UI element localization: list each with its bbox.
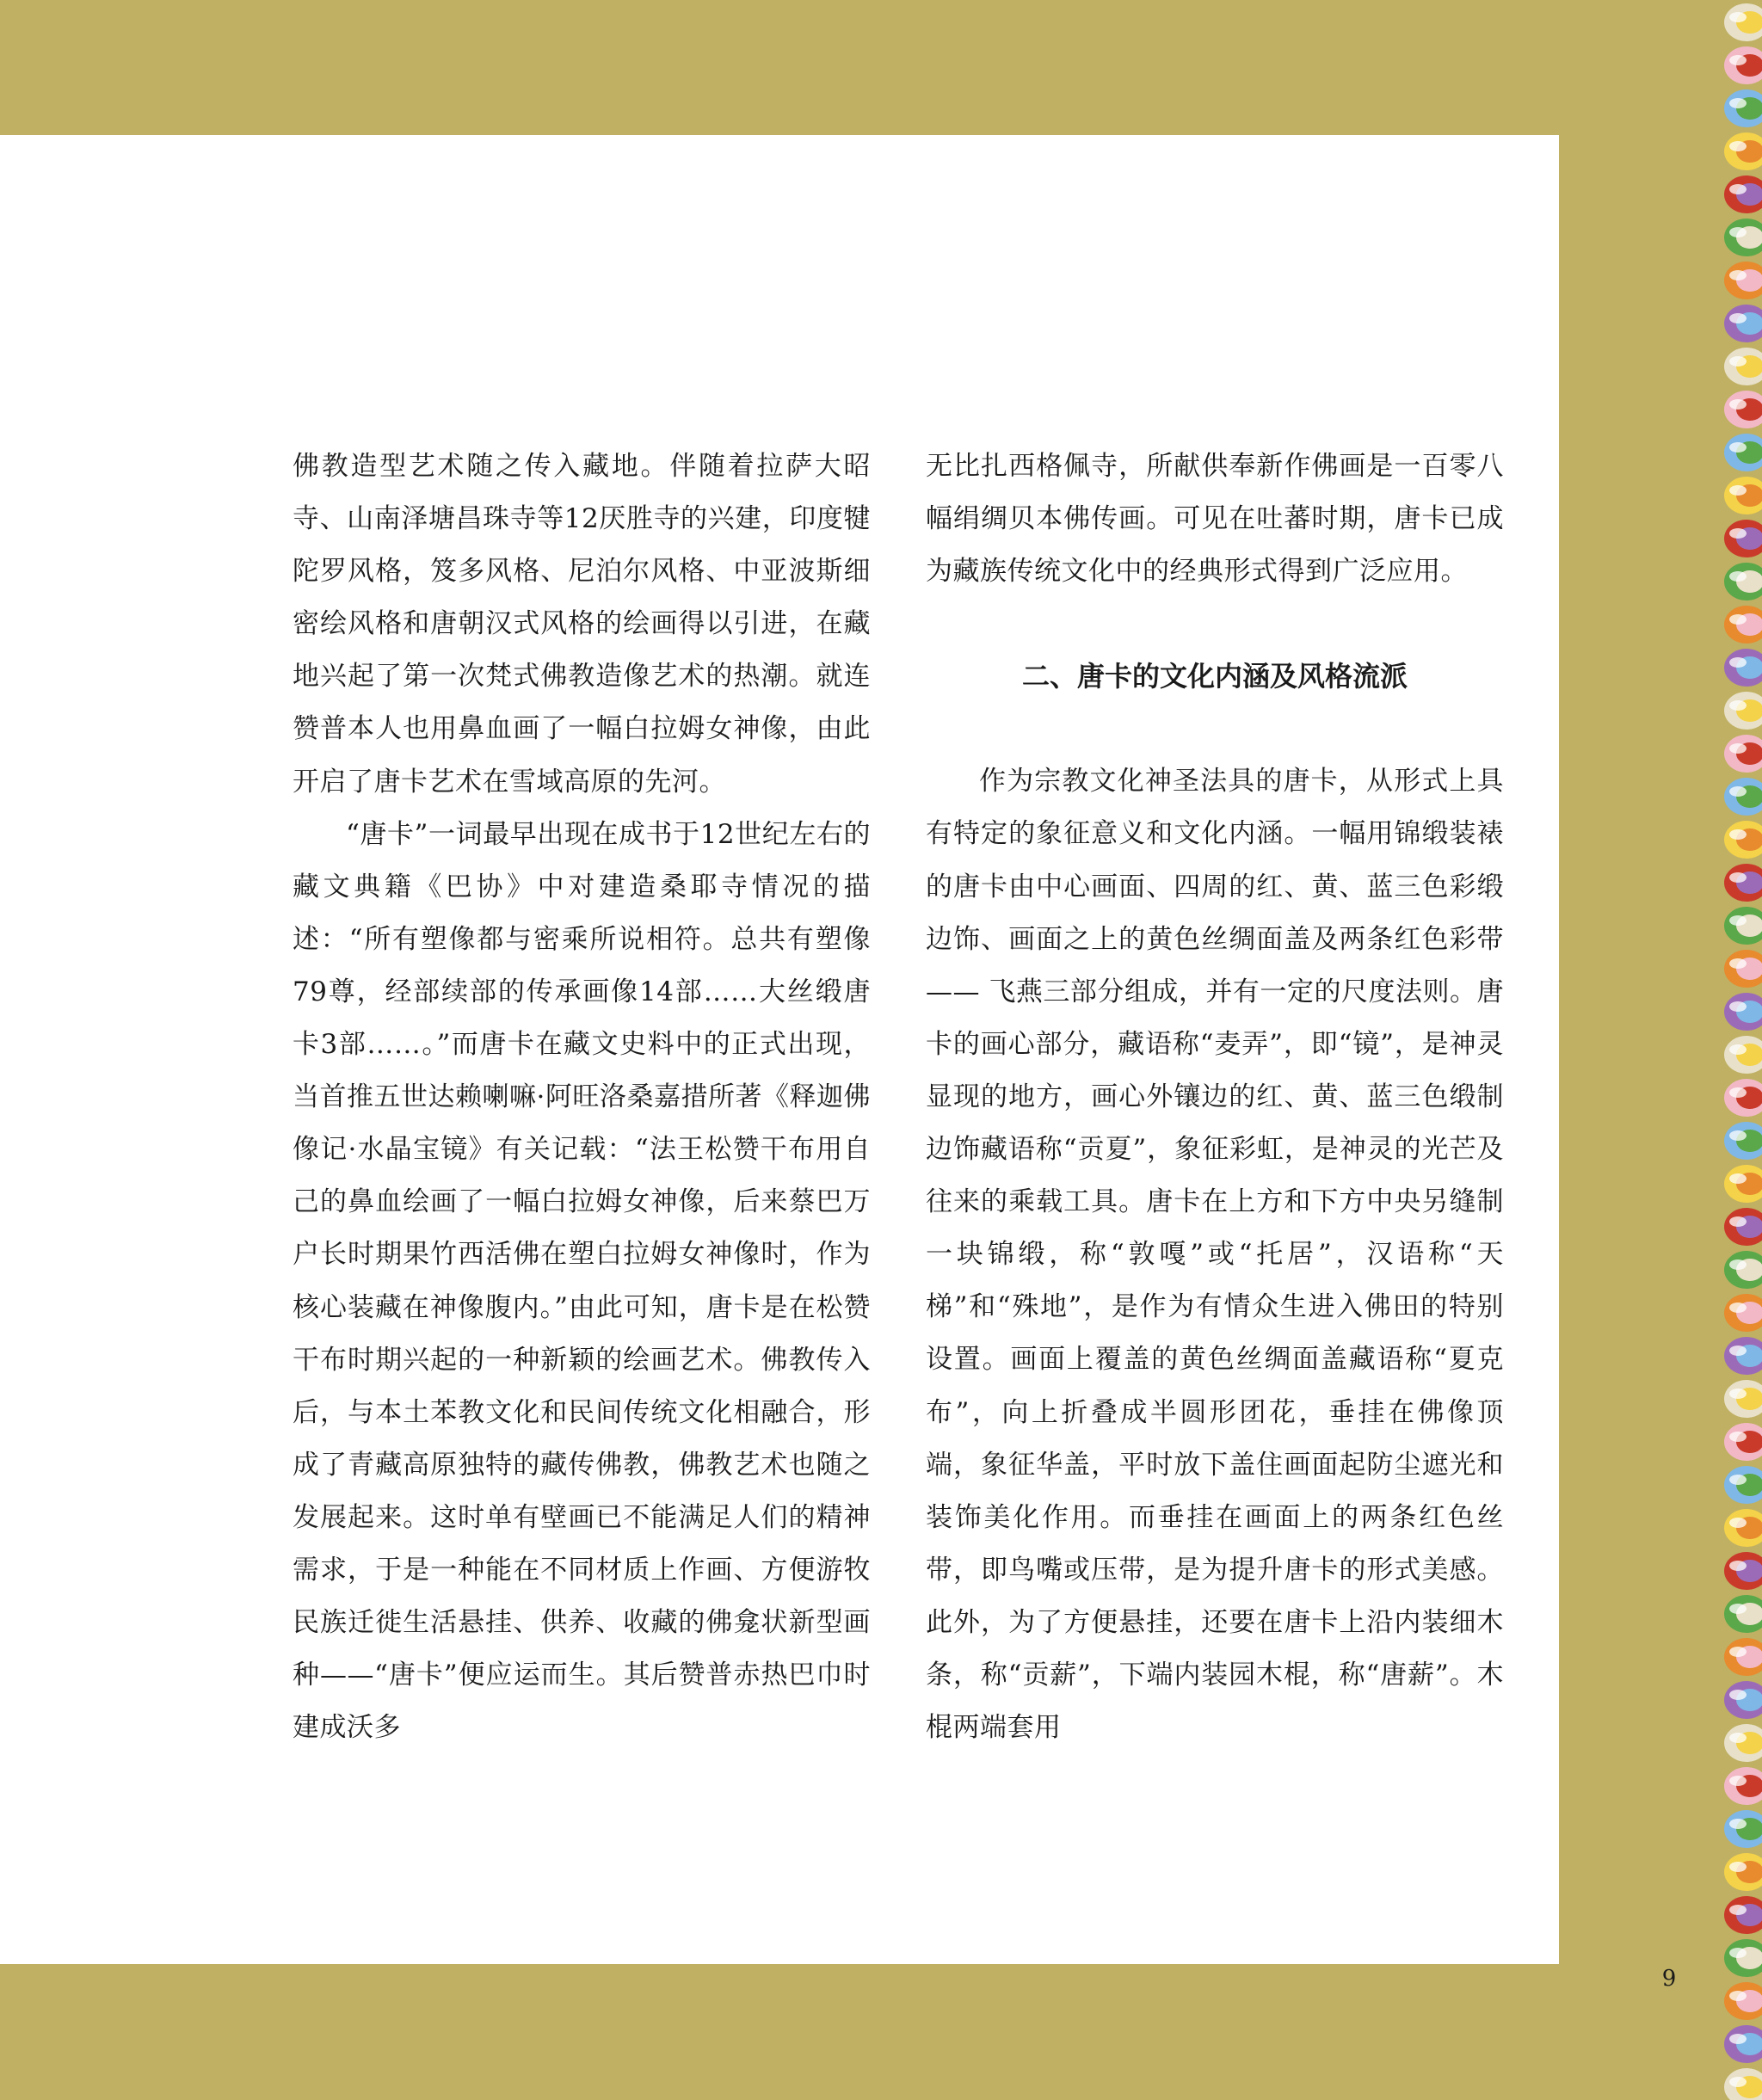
top-border-band <box>0 0 1712 135</box>
paragraph: “唐卡”一词最早出现在成书于12世纪左右的藏文典籍《巴协》中对建造桑耶寺情况的描述：“所有塑像都与密乘所说相符。总共有塑像79尊，经部续部的传承画像14部……大丝缎唐卡3部……。”而唐卡在藏文史料中的正式出现，当首推五世达赖喇嘛·阿旺洛桑嘉措所著《释迦佛像记·水晶宝镜》有关记载：“法王松赞干布用自己的鼻血绘画了一幅白拉姆女神像，后来蔡巴万户长时期果竹西活佛在塑白拉姆女神像时，作为核心装藏在神像腹内。”由此可知，唐卡是在松赞干布时期兴起的一种新颖的绘画艺术。佛教传入后，与本土苯教文化和民间传统文化相融合，形成了青藏高原独特的藏传佛教，佛教艺术也随之发展起来。这时单有壁画已不能满足人们的精神需求，于是一种能在不同材质上作画、方便游牧民族迁徙生活悬挂、供养、收藏的佛龛状新型画种——“唐卡”便应运而生。其后赞普赤热巴巾时建成沃多 <box>293 818 871 1744</box>
bead-ornament <box>1724 1466 1762 1504</box>
bead-ornament <box>1724 1079 1762 1117</box>
bead-ornament <box>1724 606 1762 644</box>
bead-ornament <box>1724 907 1762 945</box>
bead-ornament <box>1724 821 1762 859</box>
bead-ornament <box>1724 692 1762 730</box>
bead-ornament <box>1724 3 1762 41</box>
spacer <box>926 703 1504 755</box>
bead-ornament <box>1724 132 1762 170</box>
bead-ornament <box>1724 520 1762 557</box>
paragraph: 佛教造型艺术随之传入藏地。伴随着拉萨大昭寺、山南泽塘昌珠寺等12厌胜寺的兴建，印度犍陀罗风格，笈多风格、尼泊尔风格、中亚波斯细密绘风格和唐朝汉式风格的绘画得以引进，在藏地兴起了第一次梵式佛教造像艺术的热潮。就连赞普本人也用鼻血画了一幅白拉姆女神像，由此开启了唐卡艺术在雪域高原的先河。 <box>293 451 871 798</box>
spacer <box>926 598 1504 650</box>
bead-ornament <box>1724 2025 1762 2063</box>
bead-ornament <box>1724 1552 1762 1590</box>
paragraph: 作为宗教文化神圣法具的唐卡，从形式上具有特定的象征意义和文化内涵。一幅用锦缎装裱的唐卡由中心画面、四周的红、黄、蓝三色彩缎边饰、画面之上的黄色丝绸面盖及两条红色彩带 —— 飞燕三部分组成，并有一定的尺度法则。唐卡的画心部分，藏语称“麦弄”，即“镜”，是神灵显现的地方，画心外镶边的红、黄、蓝三色缎制边饰藏语称“贡夏”，象征彩虹，是神灵的光芒及往来的乘载工具。唐卡在上方和下方中央另缝制一块锦缎，称“敦嘎”或“托居”，汉语称“天梯”和“殊地”，是作为有情众生进入佛田的特别设置。画面上覆盖的黄色丝绸面盖藏语称“夏克布”，向上折叠成半圆形团花，垂挂在佛像顶端，象征华盖，平时放下盖住画面起防尘遮光和装饰美化作用。而垂挂在画面上的两条红色丝带，即鸟嘴或压带，是为提升唐卡的形式美感。此外，为了方便悬挂，还要在唐卡上沿内装细木条，称“贡薪”，下端内装园木棍，称“唐薪”。木棍两端套用 <box>926 766 1504 1744</box>
right-text-column <box>926 440 1504 1754</box>
bead-ornament <box>1724 1337 1762 1375</box>
bead-ornament <box>1724 477 1762 514</box>
bead-ornament <box>1724 89 1762 127</box>
decorative-bead-strip <box>1712 0 1762 2100</box>
bead-ornament <box>1724 563 1762 600</box>
bead-ornament <box>1724 176 1762 213</box>
bead-ornament <box>1724 1939 1762 1977</box>
bead-pattern-graphic <box>1712 0 1762 2100</box>
left-text-column <box>293 440 871 1754</box>
bead-ornament <box>1724 1294 1762 1332</box>
bead-ornament <box>1724 950 1762 988</box>
bottom-border-band <box>0 1964 1712 2100</box>
bead-ornament <box>1724 1509 1762 1547</box>
bead-ornament <box>1724 434 1762 471</box>
bead-ornament <box>1724 1595 1762 1633</box>
bead-ornament <box>1724 864 1762 902</box>
bead-ornament <box>1724 1208 1762 1246</box>
bead-ornament <box>1724 46 1762 84</box>
bead-ornament <box>1724 993 1762 1031</box>
bead-ornament <box>1724 348 1762 385</box>
bead-ornament <box>1724 1380 1762 1418</box>
bead-ornament <box>1724 2068 1762 2100</box>
bead-ornament <box>1724 391 1762 428</box>
bead-ornament <box>1724 1638 1762 1676</box>
bead-ornament <box>1724 1423 1762 1461</box>
bead-ornament <box>1724 1810 1762 1848</box>
bead-ornament <box>1724 305 1762 342</box>
bead-ornament <box>1724 1036 1762 1074</box>
bead-ornament <box>1724 1165 1762 1203</box>
bead-ornament <box>1724 1681 1762 1719</box>
bead-ornament <box>1724 219 1762 256</box>
bead-ornament <box>1724 1982 1762 2020</box>
bead-ornament <box>1724 649 1762 687</box>
bead-ornament <box>1724 778 1762 816</box>
bead-ornament <box>1724 1251 1762 1289</box>
bead-ornament <box>1724 1724 1762 1762</box>
paragraph: 无比扎西格佩寺，所献供奉新作佛画是一百零八幅绢绸贝本佛传画。可见在吐蕃时期，唐卡已成为藏族传统文化中的经典形式得到广泛应用。 <box>926 451 1504 588</box>
page-number: 9 <box>1661 1966 1677 1992</box>
bead-ornament <box>1724 735 1762 773</box>
section-heading: 二、唐卡的文化内涵及风格流派 <box>1021 660 1408 693</box>
bead-ornament <box>1724 1767 1762 1805</box>
bead-ornament <box>1724 1853 1762 1891</box>
bead-ornament <box>1724 1122 1762 1160</box>
bead-ornament <box>1724 1896 1762 1934</box>
bead-ornament <box>1724 262 1762 299</box>
